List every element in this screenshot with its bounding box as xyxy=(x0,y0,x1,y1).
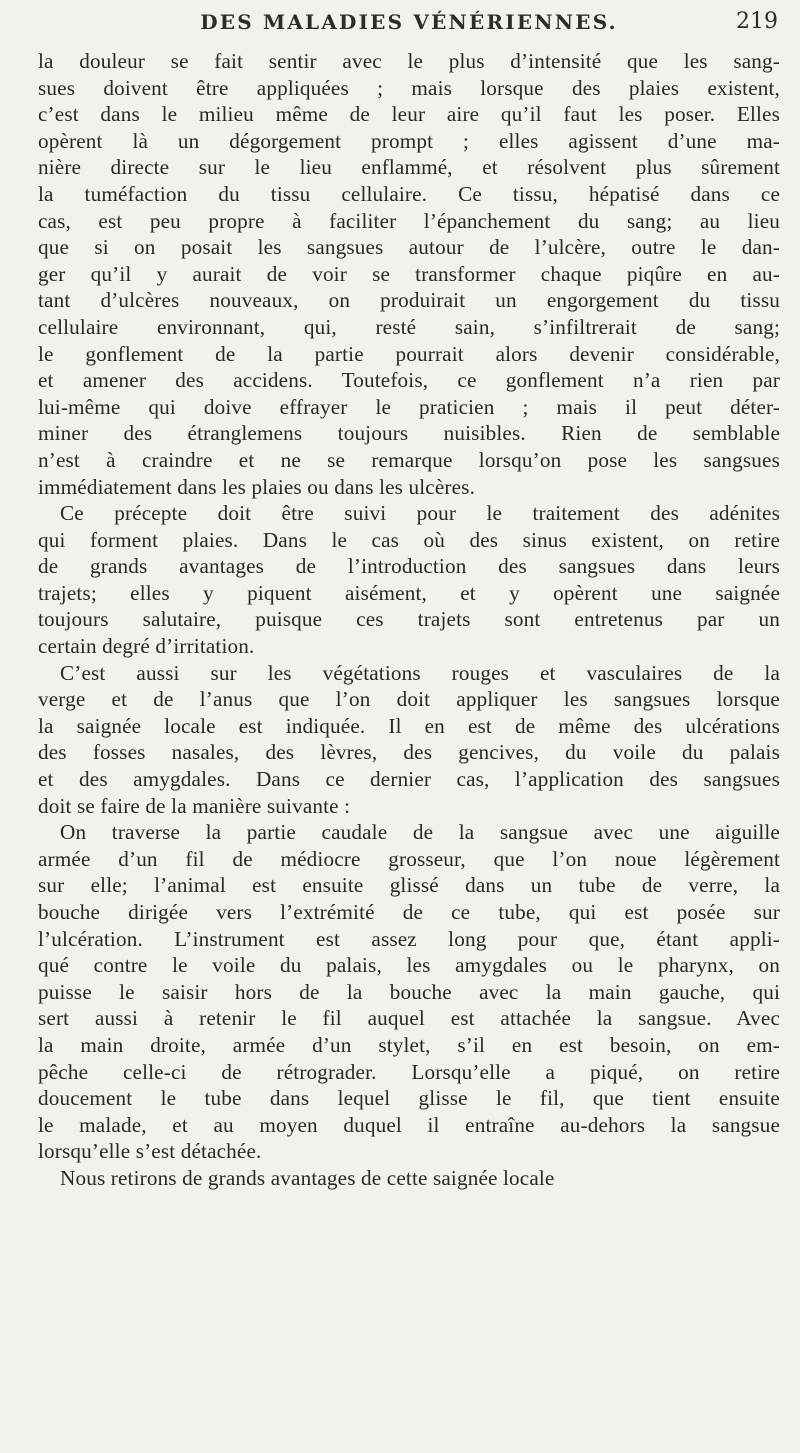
text-line: certain degré d’irritation. xyxy=(38,634,255,659)
running-title: DES MALADIES VÉNÉRIENNES. xyxy=(200,10,618,34)
book-page xyxy=(38,0,780,1453)
text-line: la saignée locale est indiquée. Il en est de même des ulcérations xyxy=(38,713,780,738)
text-line: c’est dans le milieu même de leur aire qu’il faut les poser. Elles xyxy=(38,102,780,127)
text-line: opèrent là un dégorgement prompt ; elles agissent d’une ma- xyxy=(38,128,780,153)
text-line: n’est à craindre et ne se remarque lorsqu’on pose les sangsues xyxy=(38,447,780,472)
body-text xyxy=(38,48,780,1192)
text-line: le malade, et au moyen duquel il entraîne au-dehors la sangsue xyxy=(38,1112,780,1137)
text-line: verge et de l’anus que l’on doit appliquer les sangsues lorsque xyxy=(38,687,780,712)
text-line: tant d’ulcères nouveaux, on produirait un engorgement du tissu xyxy=(38,288,780,313)
running-head xyxy=(38,10,780,46)
text-line: miner des étranglemens toujours nuisibles. Rien de semblable xyxy=(38,421,780,446)
text-line: Ce précepte doit être suivi pour le traitement des adénites xyxy=(60,501,780,526)
text-line: le gonflement de la partie pourrait alors devenir considérable, xyxy=(38,341,780,366)
text-line: puisse le saisir hors de la bouche avec la main gauche, qui xyxy=(38,979,780,1004)
text-line: toujours salutaire, puisque ces trajets sont entretenus par un xyxy=(38,607,780,632)
text-line: des fosses nasales, des lèvres, des gencives, du voile du palais xyxy=(38,740,780,765)
text-line: trajets; elles y piquent aisément, et y opèrent une saignée xyxy=(38,580,780,605)
text-line: bouche dirigée vers l’extrémité de ce tube, qui est posée sur xyxy=(38,900,780,924)
text-line: nière directe sur le lieu enflammé, et résolvent plus sûrement xyxy=(38,155,780,180)
text-line: cas, est peu propre à faciliter l’épanchement du sang; au lieu xyxy=(38,208,780,233)
text-line: lui-même qui doive effrayer le praticien ; mais il peut déter- xyxy=(38,394,780,419)
text-line: lorsqu’elle s’est détachée. xyxy=(38,1139,262,1164)
text-line: la main droite, armée d’un stylet, s’il en est besoin, on em- xyxy=(38,1032,780,1057)
text-line: immédiatement dans les plaies ou dans les ulcères. xyxy=(38,474,476,499)
text-line: ger qu’il y aurait de voir se transformer chaque piqûre en au- xyxy=(38,261,780,286)
text-line: et amener des accidens. Toutefois, ce gonflement n’a rien par xyxy=(38,368,780,393)
text-line: doit se faire de la manière suivante : xyxy=(38,793,351,818)
text-line: pêche celle-ci de rétrograder. Lorsqu’elle a piqué, on retire xyxy=(38,1059,780,1084)
text-line: sert aussi à retenir le fil auquel est attachée la sangsue. Avec xyxy=(38,1006,780,1031)
text-line: armée d’un fil de médiocre grosseur, que l’on noue légèrement xyxy=(38,846,780,871)
text-line: sur elle; l’animal est ensuite glissé dans un tube de verre, la xyxy=(38,873,780,898)
text-line: la douleur se fait sentir avec le plus d’intensité que les sang- xyxy=(38,49,780,73)
text-line: de grands avantages de l’introduction des sangsues dans leurs xyxy=(38,554,780,579)
text-line: Nous retirons de grands avantages de cette saignée locale xyxy=(60,1165,555,1190)
text-line: qui forment plaies. Dans le cas où des sinus existent, on retire xyxy=(38,527,780,552)
text-line: doucement le tube dans lequel glisse le fil, que tient ensuite xyxy=(38,1086,780,1111)
text-line: et des amygdales. Dans ce dernier cas, l’application des sangsues xyxy=(38,767,780,792)
text-line: cellulaire environnant, qui, resté sain, s’infiltrerait de sang; xyxy=(38,314,780,339)
text-line: On traverse la partie caudale de la sangsue avec une aiguille xyxy=(60,820,780,845)
text-line: la tuméfaction du tissu cellulaire. Ce tissu, hépatisé dans ce xyxy=(38,181,780,206)
text-line: l’ulcération. L’instrument est assez long pour que, étant appli- xyxy=(38,926,780,951)
page-number: 219 xyxy=(736,9,778,34)
text-line: sues doivent être appliquées ; mais lorsque des plaies existent, xyxy=(38,75,780,100)
text-line: que si on posait les sangsues autour de l’ulcère, outre le dan- xyxy=(38,235,780,260)
text-line: qué contre le voile du palais, les amygdales ou le pharynx, on xyxy=(38,953,780,978)
text-line: C’est aussi sur les végétations rouges et vasculaires de la xyxy=(60,660,780,685)
